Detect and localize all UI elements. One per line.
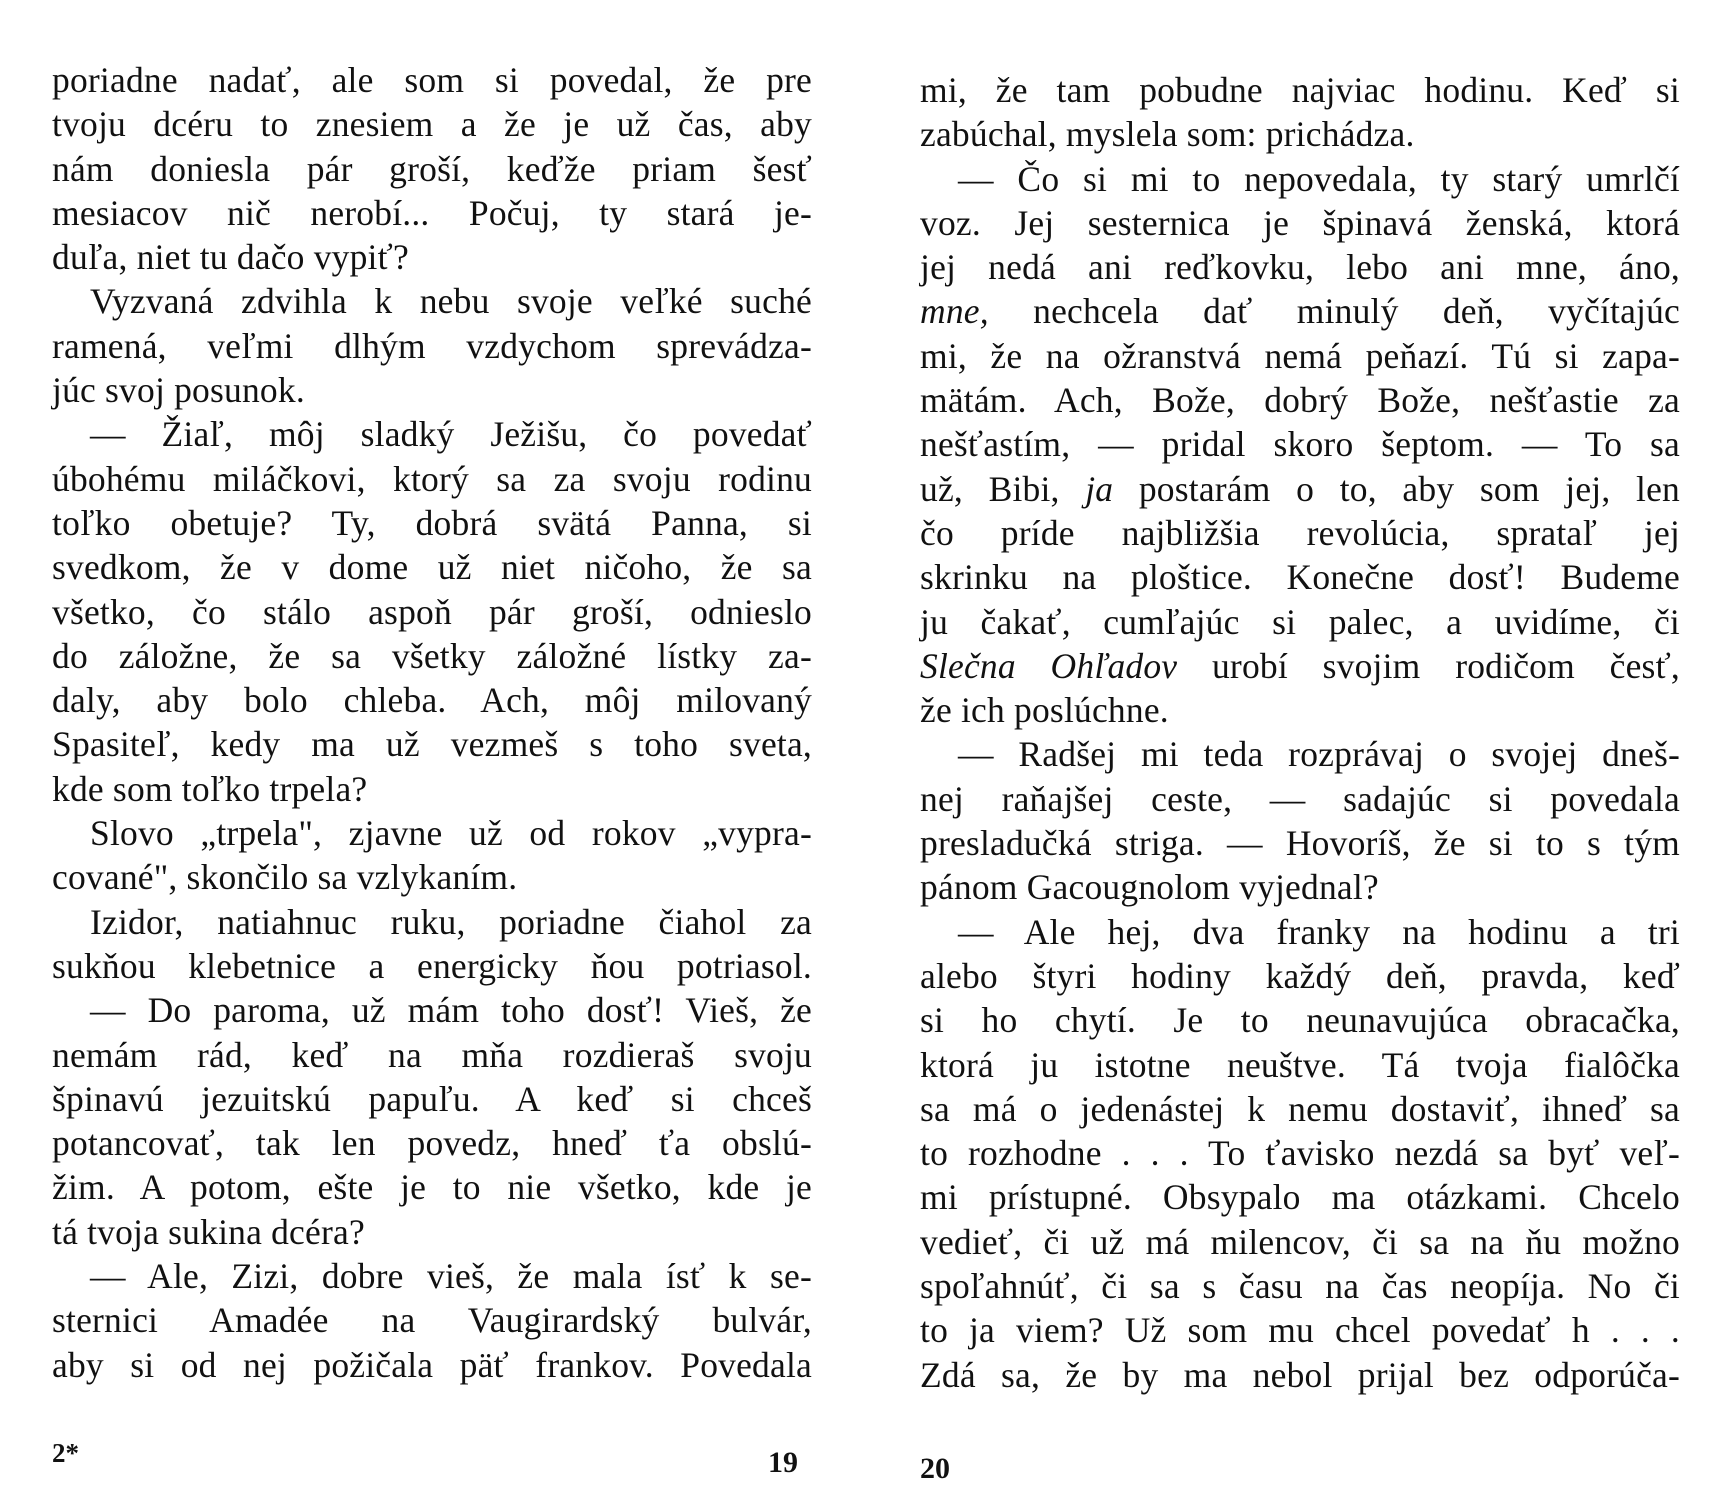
text-line: voz. Jej sesternica je špinavá ženská, ktorá — [920, 202, 1680, 243]
right-page — [920, 0, 1680, 1500]
left-page-text — [52, 58, 812, 1387]
text-line: alebo štyri hodiny každý deň, pravda, keď — [920, 955, 1680, 996]
text-line: špinavú jezuitskú papuľu. A keď si chceš — [52, 1078, 812, 1119]
left-page — [52, 0, 812, 1500]
text-line: toľko obetuje? Ty, dobrá svätá Panna, si — [52, 502, 812, 543]
text-line: duľa, niet tu dačo vypiť? — [52, 237, 409, 278]
text-line: si ho chytí. Je to neunavujúca obracačka, — [920, 1000, 1680, 1041]
text-line: nej raňajšej ceste, — sadajúc si povedala — [920, 778, 1680, 819]
text-line: cované", skončilo sa vzlykaním. — [52, 857, 518, 898]
text-line: mätám. Ach, Bože, dobrý Bože, nešťastie za — [920, 380, 1680, 421]
text-line: zabúchal, myslela som: prichádza. — [920, 114, 1415, 155]
text-line: aby si od nej požičala päť frankov. Povedala — [52, 1344, 812, 1385]
text-line: tá tvoja sukina dcéra? — [52, 1211, 365, 1252]
text-line: júc svoj posunok. — [52, 370, 305, 411]
text-line: — Ale, Zizi, dobre vieš, že mala ísť k se- — [90, 1256, 812, 1297]
text-line: Spasiteľ, kedy ma už vezmeš s toho sveta, — [52, 724, 812, 765]
text-fragment: nechcela dať minulý deň, vyčítajúc — [988, 291, 1680, 332]
italic-word: ja — [1085, 468, 1114, 509]
text-line: ktorá ju istotne neuštve. Tá tvoja fialôčka — [920, 1044, 1680, 1085]
text-line: žim. A potom, ešte je to nie všetko, kde je — [52, 1167, 812, 1208]
text-line: to ja viem? Už som mu chcel povedať h . . . — [920, 1310, 1680, 1351]
text-line: — Radšej mi teda rozprávaj o svojej dneš- — [958, 734, 1680, 775]
text-line: tvoju dcéru to znesiem a že je už čas, aby — [52, 104, 812, 145]
text-line: sternici Amadée na Vaugirardský bulvár, — [52, 1300, 812, 1341]
text-line: mi, že na ožranstvá nemá peňazí. Tú si zapa- — [920, 335, 1680, 376]
text-line: Vyzvaná zdvihla k nebu svoje veľké suché — [90, 281, 812, 322]
text-line: — Do paroma, už mám toho dosť! Vieš, že — [90, 990, 812, 1031]
text-line: svedkom, že v dome už niet ničoho, že sa — [52, 547, 812, 588]
text-line: nemám rád, keď na mňa rozdieraš svoju — [52, 1034, 812, 1075]
text-line: Zdá sa, že by ma nebol prijal bez odporúča- — [920, 1354, 1680, 1395]
text-line: vedieť, či už má milencov, či sa na ňu možno — [920, 1221, 1680, 1262]
text-line: pánom Gacougnolom vyjednal? — [920, 867, 1379, 908]
text-line: úbohému miláčkovi, ktorý sa za svoju rodinu — [52, 458, 812, 499]
text-line: nešťastím, — pridal skoro šeptom. — To sa — [920, 424, 1680, 465]
right-page-text — [920, 68, 1680, 1397]
page-number-right: 20 — [920, 1452, 950, 1485]
text-line: presladučká striga. — Hovoríš, že si to s tým — [920, 823, 1680, 864]
text-line: sukňou klebetnice a energicky ňou potriasol. — [52, 945, 812, 986]
text-line — [920, 644, 1680, 688]
text-line: ramená, veľmi dlhým vzdychom sprevádza- — [52, 325, 812, 366]
text-line: daly, aby bolo chleba. Ach, môj milovaný — [52, 680, 812, 721]
text-fragment: urobí svojim rodičom česť, — [1177, 645, 1681, 686]
text-line: mesiacov nič nerobí... Počuj, ty stará je- — [52, 192, 812, 233]
text-fragment: už, Bibi, — [920, 468, 1086, 509]
text-line: ju čakať, cumľajúc si palec, a uvidíme, či — [920, 601, 1680, 642]
text-line: to rozhodne . . . To ťavisko nezdá sa byť veľ- — [920, 1133, 1680, 1174]
text-line: mi, že tam pobudne najviac hodinu. Keď si — [920, 70, 1680, 110]
text-line: do záložne, že sa všetky záložné lístky za- — [52, 635, 812, 676]
text-line: mi prístupné. Obsypalo ma otázkami. Chcelo — [920, 1177, 1680, 1218]
text-fragment: postarám o to, aby som jej, len — [1113, 468, 1680, 509]
text-line: potancovať, tak len povedz, hneď ťa obslú- — [52, 1123, 812, 1164]
italic-word: mne, — [920, 291, 989, 332]
text-line: skrinku na ploštice. Konečne dosť! Budeme — [920, 557, 1680, 598]
text-line — [920, 467, 1680, 511]
text-line: všetko, čo stálo aspoň pár groší, odnieslo — [52, 591, 812, 632]
text-line: Slovo „trpela", zjavne už od rokov „vypra- — [90, 813, 812, 854]
text-line: Izidor, natiahnuc ruku, poriadne čiahol za — [90, 901, 812, 942]
text-line: kde som toľko trpela? — [52, 768, 368, 809]
text-line: čo príde najbližšia revolúcia, sprataľ jej — [920, 512, 1680, 553]
text-line: že ich poslúchne. — [920, 690, 1169, 731]
text-line: spoľahnúť, či sa s času na čas neopíja. No či — [920, 1266, 1680, 1307]
text-line — [920, 289, 1680, 333]
text-line: sa má o jedenástej k nemu dostaviť, ihneď sa — [920, 1088, 1680, 1129]
text-line: — Ale hej, dva franky na hodinu a tri — [958, 911, 1680, 952]
italic-title: Slečna Ohľadov — [920, 645, 1178, 686]
page-number-left: 19 — [768, 1446, 798, 1479]
text-line: — Čo si mi to nepovedala, ty starý umrlčí — [958, 158, 1680, 199]
signature-mark: 2* — [52, 1438, 79, 1468]
text-line: jej nedá ani reďkovku, lebo ani mne, áno, — [920, 247, 1680, 288]
text-line: — Žiaľ, môj sladký Ježišu, čo povedať — [90, 414, 812, 455]
text-line: poriadne nadať, ale som si povedal, že pre — [52, 60, 812, 100]
text-line: nám doniesla pár groší, keďže priam šesť — [52, 148, 812, 189]
